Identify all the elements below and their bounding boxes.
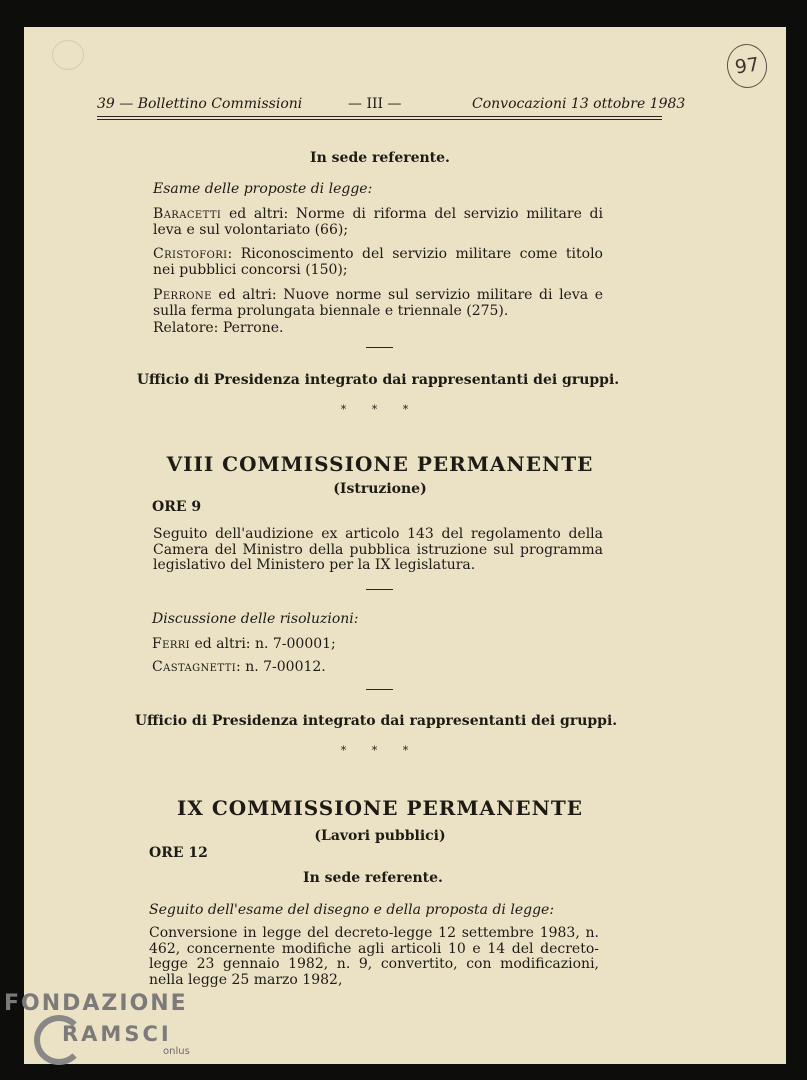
proposal-text: ed altri: Nuove norme sul servizio militare di leva e sulla ferma prolungata biennale e triennale (275). bbox=[153, 287, 603, 319]
risoluzione-text: : n. 7-00012. bbox=[236, 659, 326, 675]
watermark-gramsci: RAMSCI bbox=[62, 1022, 172, 1046]
header-page-roman: — III — bbox=[348, 96, 402, 112]
risoluzione-text: ed altri: n. 7-00001; bbox=[190, 636, 336, 652]
header-rule bbox=[97, 116, 662, 117]
handwritten-page-number: 97 bbox=[724, 41, 770, 90]
proposal-cristofori bbox=[153, 247, 603, 278]
proposal-perrone bbox=[153, 288, 603, 319]
seguito-audizione: Seguito dell'audizione ex articolo 143 del regolamento della Camera del Ministro della pubblica istruzione sul programma legislativo del Ministero per la IX legislatura. bbox=[153, 526, 603, 573]
author-name: Castagnetti bbox=[152, 659, 237, 675]
watermark-fondazione: FONDAZIONE bbox=[4, 991, 188, 1016]
sede-referente-heading: In sede referente. bbox=[303, 870, 443, 886]
section-stars: * * * bbox=[340, 744, 420, 757]
discussione-label: Discussione delle risoluzioni: bbox=[152, 611, 359, 627]
proposal-text: : Riconoscimento del servizio militare come titolo nei pubblici concorsi (150); bbox=[153, 246, 603, 278]
author-name: Baracetti bbox=[153, 206, 222, 222]
relatore: Relatore: Perrone. bbox=[153, 320, 284, 336]
section-stars: * * * bbox=[340, 403, 420, 416]
proposal-text: ed altri: Norme di riforma del servizio militare di leva e sul volontariato (66); bbox=[153, 206, 603, 238]
header-bulletin: 39 — Bollettino Commissioni bbox=[97, 96, 303, 112]
commission-ix-title: IX COMMISSIONE PERMANENTE bbox=[176, 796, 583, 820]
header-date: Convocazioni 13 ottobre 1983 bbox=[472, 96, 686, 112]
commission-viii-subtitle: (Istruzione) bbox=[333, 481, 427, 497]
author-name: Perrone bbox=[153, 287, 212, 303]
proposal-baracetti bbox=[153, 207, 603, 238]
ufficio-presidenza: Ufficio di Presidenza integrato dai rappresentanti dei gruppi. bbox=[136, 372, 620, 388]
seguito-esame-label: Seguito dell'esame del disegno e della proposta di legge: bbox=[149, 902, 555, 918]
risoluzione-castagnetti bbox=[152, 660, 326, 676]
esame-label: Esame delle proposte di legge: bbox=[153, 181, 373, 197]
author-name: Ferri bbox=[152, 636, 191, 652]
risoluzione-ferri bbox=[152, 637, 336, 653]
separator bbox=[366, 689, 393, 690]
conversione-text: Conversione in legge del decreto-legge 12 settembre 1983, n. 462, concernente modifiche agli articoli 10 e 14 del decreto-legge 23 gennaio 1982, n. 9, convertito, con modificazioni, nella legge 25 marzo 1982, bbox=[149, 925, 599, 988]
ore-12: ORE 12 bbox=[149, 845, 208, 861]
sede-referente-heading: In sede referente. bbox=[310, 150, 450, 166]
watermark-onlus: onlus bbox=[163, 1046, 190, 1057]
header-rule-double bbox=[97, 119, 662, 120]
commission-viii-title: VIII COMMISSIONE PERMANENTE bbox=[166, 452, 594, 476]
ufficio-presidenza: Ufficio di Presidenza integrato dai rappresentanti dei gruppi. bbox=[134, 713, 618, 729]
archive-stamp bbox=[52, 40, 84, 70]
author-name: Cristofori bbox=[153, 246, 228, 262]
ore-9: ORE 9 bbox=[152, 499, 202, 515]
commission-ix-subtitle: (Lavori pubblici) bbox=[314, 828, 446, 844]
separator bbox=[366, 589, 393, 590]
separator bbox=[366, 347, 393, 348]
